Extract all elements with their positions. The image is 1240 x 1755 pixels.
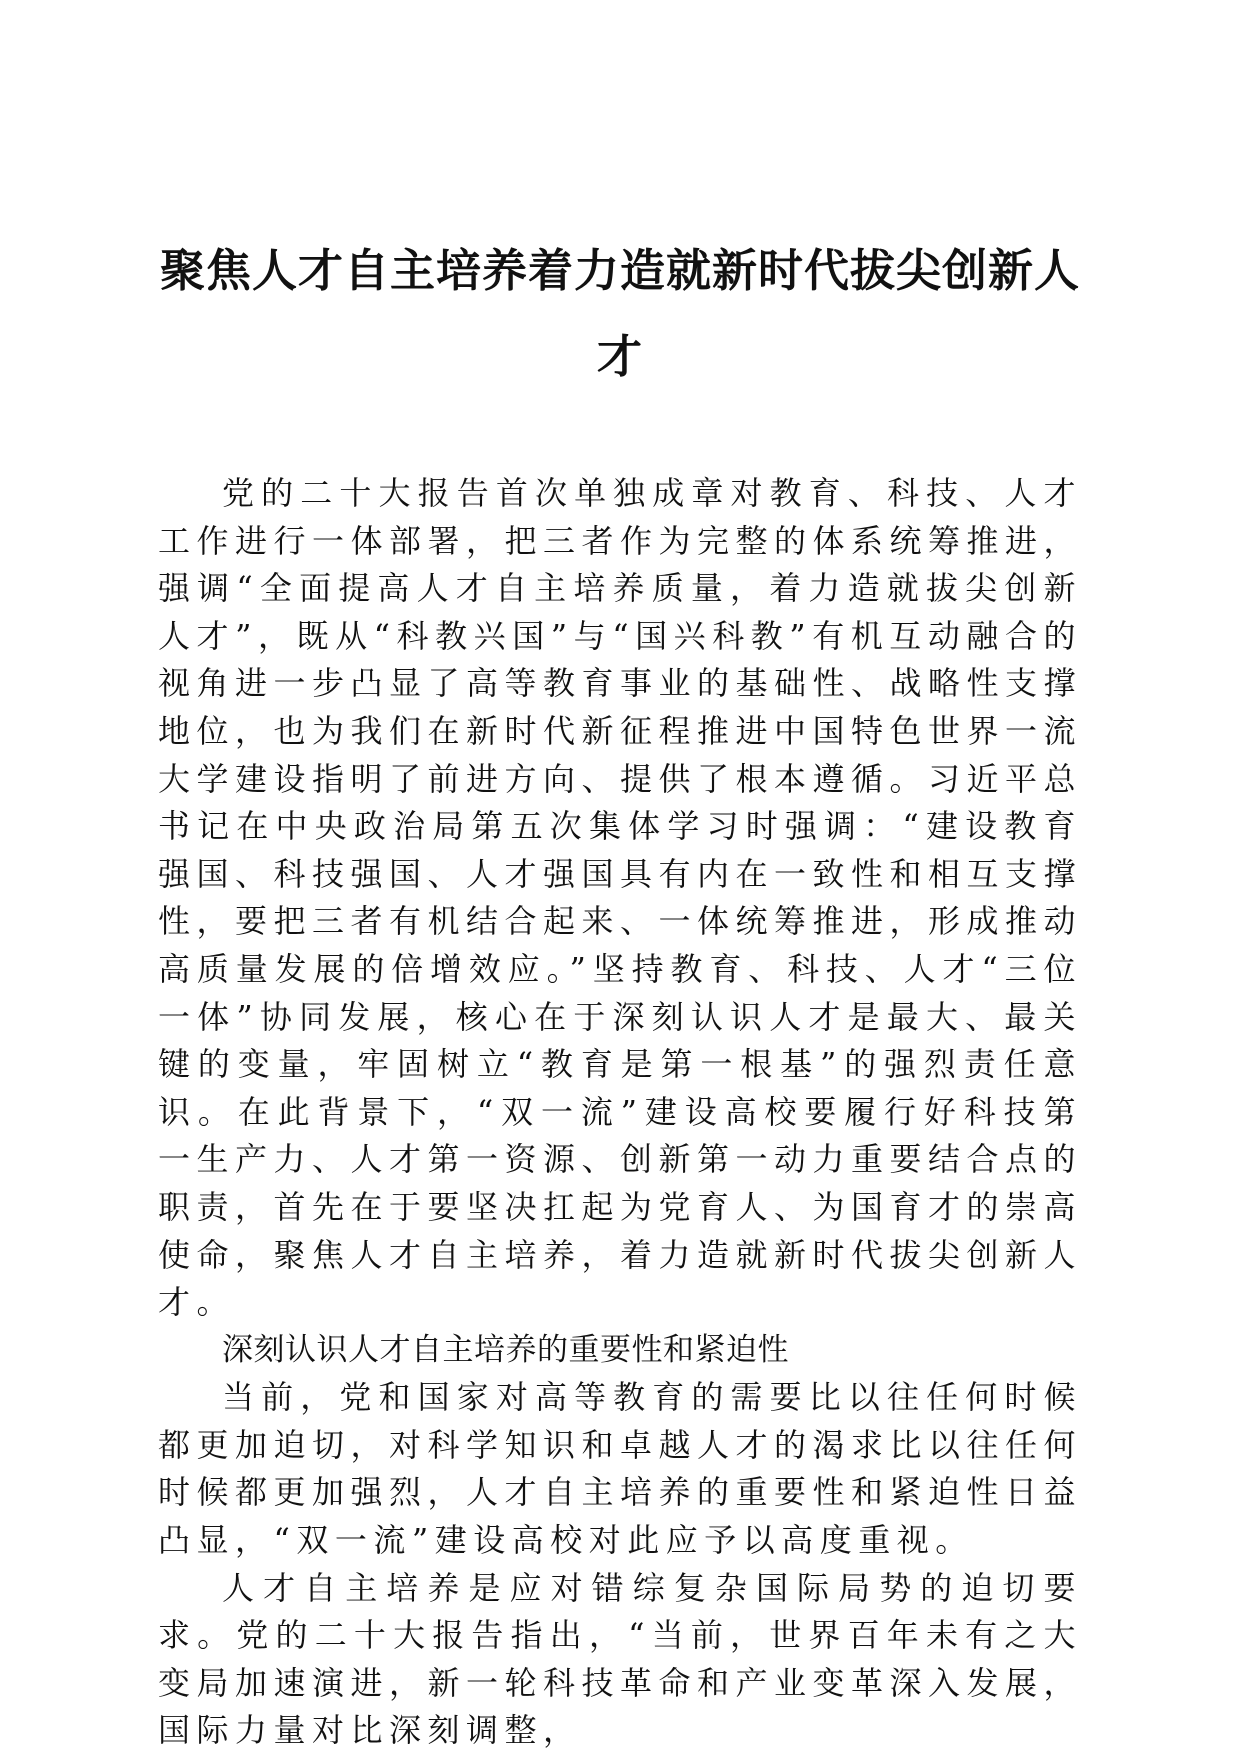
paragraph-intro: 党的二十大报告首次单独成章对教育、科技、人才工作进行一体部署，把三者作为完整的体系统筹推进，强调“全面提高人才自主培养质量，着力造就拔尖创新人才”，既从“科教兴国”与“国兴科教”有机互动融合的视角进一步凸显了高等教育事业的基础性、战略性支撑地位，也为我们在新时代新征程推进中国特色世界一流大学建设指明了前进方向、提供了根本遵循。习近平总书记在中央政治局第五次集体学习时强调：“建设教育强国、科技强国、人才强国具有内在一致性和相互支撑性，要把三者有机结合起来、一体统筹推进，形成推动高质量发展的倍增效应。”坚持教育、科技、人才“三位一体”协同发展，核心在于深刻认识人才是最大、最关键的变量，牢固树立“教育是第一根基”的强烈责任意识。在此背景下，“双一流”建设高校要履行好科技第一生产力、人才第一资源、创新第一动力重要结合点的职责，首先在于要坚决扛起为党育人、为国育才的崇高使命，聚焦人才自主培养，着力造就新时代拔尖创新人才。 (158, 474, 1083, 1322)
document-body (158, 470, 1082, 1755)
document-title: 聚焦人才自主培养着力造就新时代拔尖创新人才 (159, 244, 1080, 383)
paragraph-international-situation: 人才自主培养是应对错综复杂国际局势的迫切要求。党的二十大报告指出，“当前，世界百年未有之大变局加速演进，新一轮科技革命和产业变革深入发展，国际力量对比深刻调整， (158, 1568, 1083, 1750)
section-heading: 深刻认识人才自主培养的重要性和紧迫性 (222, 1331, 789, 1368)
paragraph-current-situation: 当前，党和国家对高等教育的需要比以往任何时候都更加迫切，对科学知识和卓越人才的渴求比以往任何时候都更加强烈，人才自主培养的重要性和紧迫性日益凸显，“双一流”建设高校对此应予以高度重视。 (158, 1378, 1083, 1560)
